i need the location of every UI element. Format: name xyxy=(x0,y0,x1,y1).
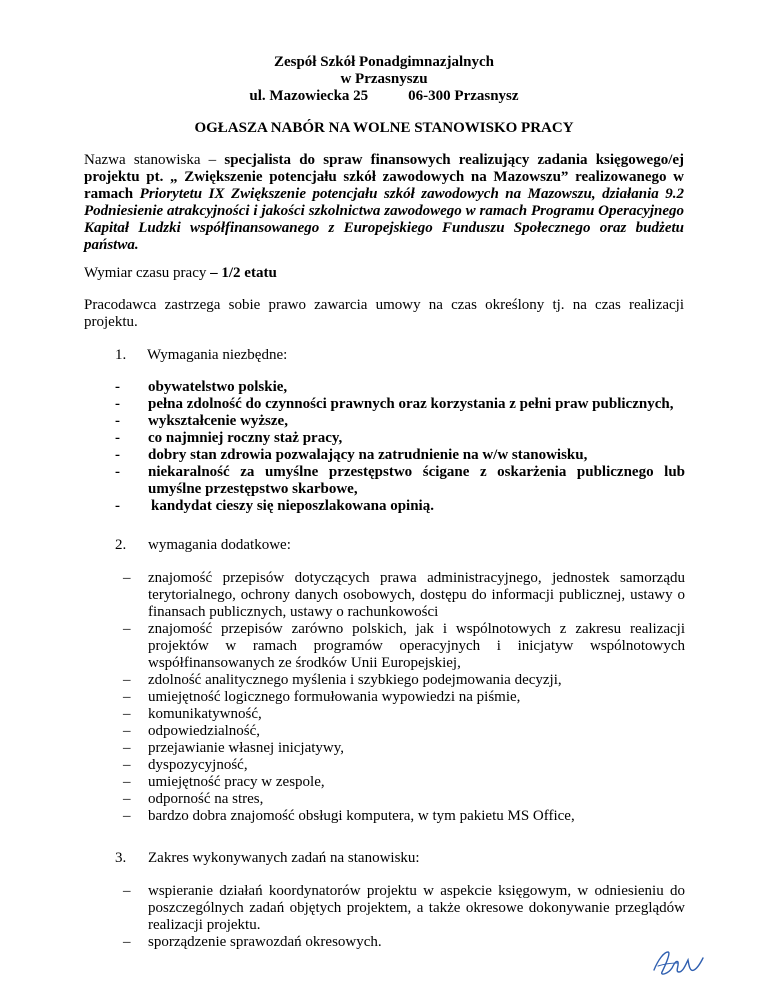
list-item: – komunikatywność, xyxy=(123,706,262,722)
dash-bullet: – xyxy=(123,706,131,722)
school-name: Zespół Szkół Ponadgimnazjalnych xyxy=(273,54,495,70)
position-description xyxy=(84,152,684,254)
hyphen-bullet: - xyxy=(115,430,120,446)
list-item: - pełna zdolność do czynności prawnych oraz korzystania z pełni praw publicznych, xyxy=(115,396,674,412)
list-item: – znajomość przepisów dotyczących prawa administracyjnego, jednostek samorządu terytorialnego, ochrony danych osobowych, dostępu do informacji publicznej, ustawy o finansach publicznych, ustawy o rachunkowości xyxy=(123,570,685,620)
section-3-heading xyxy=(115,850,420,867)
section-title: Wymagania niezbędne: xyxy=(147,347,288,363)
duties-list xyxy=(123,883,685,951)
additional-requirements-list xyxy=(123,570,685,825)
list-item: – odpowiedzialność, xyxy=(123,723,261,739)
dash-bullet: – xyxy=(123,883,131,899)
program-name: Priorytetu IX Zwiększenie potencjału szkół zawodowych na Mazowszu, działania 9.2 Podniesienie atrakcyjności i jakości szkolnictwa zawodowego w ramach Programu Operacyjnego Kapitał Ludzki współfinansowanego z Europejskiego Funduszu Społecznego oraz budżetu państwa. xyxy=(84,186,685,253)
list-item: – dyspozycyjność, xyxy=(123,757,248,773)
hyphen-bullet: - xyxy=(115,464,120,480)
list-item: – znajomość przepisów zarówno polskich, jak i wspólnotowych z zakresu realizacji projektów w ramach programów operacyjnych i inicjatyw wspólnotowych współfinansowanych ze środków Unii Europejskiej, xyxy=(123,621,685,671)
dash-bullet: – xyxy=(123,791,131,807)
list-item: – umiejętność logicznego formułowania wypowiedzi na piśmie, xyxy=(123,689,521,705)
dash-bullet: – xyxy=(123,672,131,688)
section-number: 2. xyxy=(115,537,127,553)
dash-bullet: – xyxy=(123,723,131,739)
working-time-label: Wymiar czasu pracy xyxy=(84,265,211,281)
school-address xyxy=(0,88,768,105)
position-name: specjalista do spraw finansowych realizujący zadania księgowego/ej projektu pt. „ Zwiększenie potencjału szkół zawodowych na Mazowszu” realizowanego w ramach xyxy=(84,152,685,202)
signature-initials xyxy=(648,946,708,978)
dash-bullet: – xyxy=(123,621,131,637)
section-number: 1. xyxy=(115,347,127,363)
section-title: wymagania dodatkowe: xyxy=(148,537,291,553)
dash-bullet: – xyxy=(123,934,131,950)
list-item: - kandydat cieszy się nieposzlakowana opinią. xyxy=(115,498,434,514)
list-item: - wykształcenie wyższe, xyxy=(115,413,288,429)
list-item: – zdolność analitycznego myślenia i szybkiego podejmowania decyzji, xyxy=(123,672,562,688)
list-item: – umiejętność pracy w zespole, xyxy=(123,774,325,790)
list-item: - obywatelstwo polskie, xyxy=(115,379,288,395)
announcement-title: OGŁASZA NABÓR NA WOLNE STANOWISKO PRACY xyxy=(194,120,574,136)
hyphen-bullet: - xyxy=(115,498,120,514)
position-label: Nazwa stanowiska – xyxy=(84,152,225,168)
postal-address: 06-300 Przasnysz xyxy=(408,88,519,104)
list-item: – wspieranie działań koordynatorów projektu w aspekcie księgowym, w odniesieniu do poszczególnych zadań objętych projektem, a także okresowe dokonywanie przeglądów realizacji projektu. xyxy=(123,883,685,933)
section-1-heading xyxy=(115,347,287,364)
list-item: – bardzo dobra znajomość obsługi komputera, w tym pakietu MS Office, xyxy=(123,808,575,824)
dash-bullet: – xyxy=(123,740,131,756)
dash-bullet: – xyxy=(123,689,131,705)
dash-bullet: – xyxy=(123,757,131,773)
working-time-value: – 1/2 etatu xyxy=(210,265,277,281)
dash-bullet: – xyxy=(123,808,131,824)
dash-bullet: – xyxy=(123,774,131,790)
list-item: - dobry stan zdrowia pozwalający na zatrudnienie na w/w stanowisku, xyxy=(115,447,588,463)
dash-bullet: – xyxy=(123,570,131,586)
list-item: - niekaralność za umyślne przestępstwo ścigane z oskarżenia publicznego lub umyślne przestępstwo skarbowe, xyxy=(115,464,685,497)
section-2-heading xyxy=(115,537,291,554)
school-city: w Przasnyszu xyxy=(340,71,428,87)
section-title: Zakres wykonywanych zadań na stanowisku: xyxy=(148,850,420,866)
hyphen-bullet: - xyxy=(115,447,120,463)
working-time xyxy=(84,265,684,282)
employer-note: Pracodawca zastrzega sobie prawo zawarcia umowy na czas określony tj. na czas realizacji projektu. xyxy=(84,297,684,330)
hyphen-bullet: - xyxy=(115,379,120,395)
list-item: - co najmniej roczny staż pracy, xyxy=(115,430,343,446)
list-item: – odporność na stres, xyxy=(123,791,264,807)
hyphen-bullet: - xyxy=(115,396,120,412)
list-item: – sporządzenie sprawozdań okresowych. xyxy=(123,934,382,950)
required-list xyxy=(115,379,685,515)
hyphen-bullet: - xyxy=(115,413,120,429)
street-address: ul. Mazowiecka 25 xyxy=(249,88,369,104)
section-number: 3. xyxy=(115,850,127,866)
list-item: – przejawianie własnej inicjatywy, xyxy=(123,740,345,756)
